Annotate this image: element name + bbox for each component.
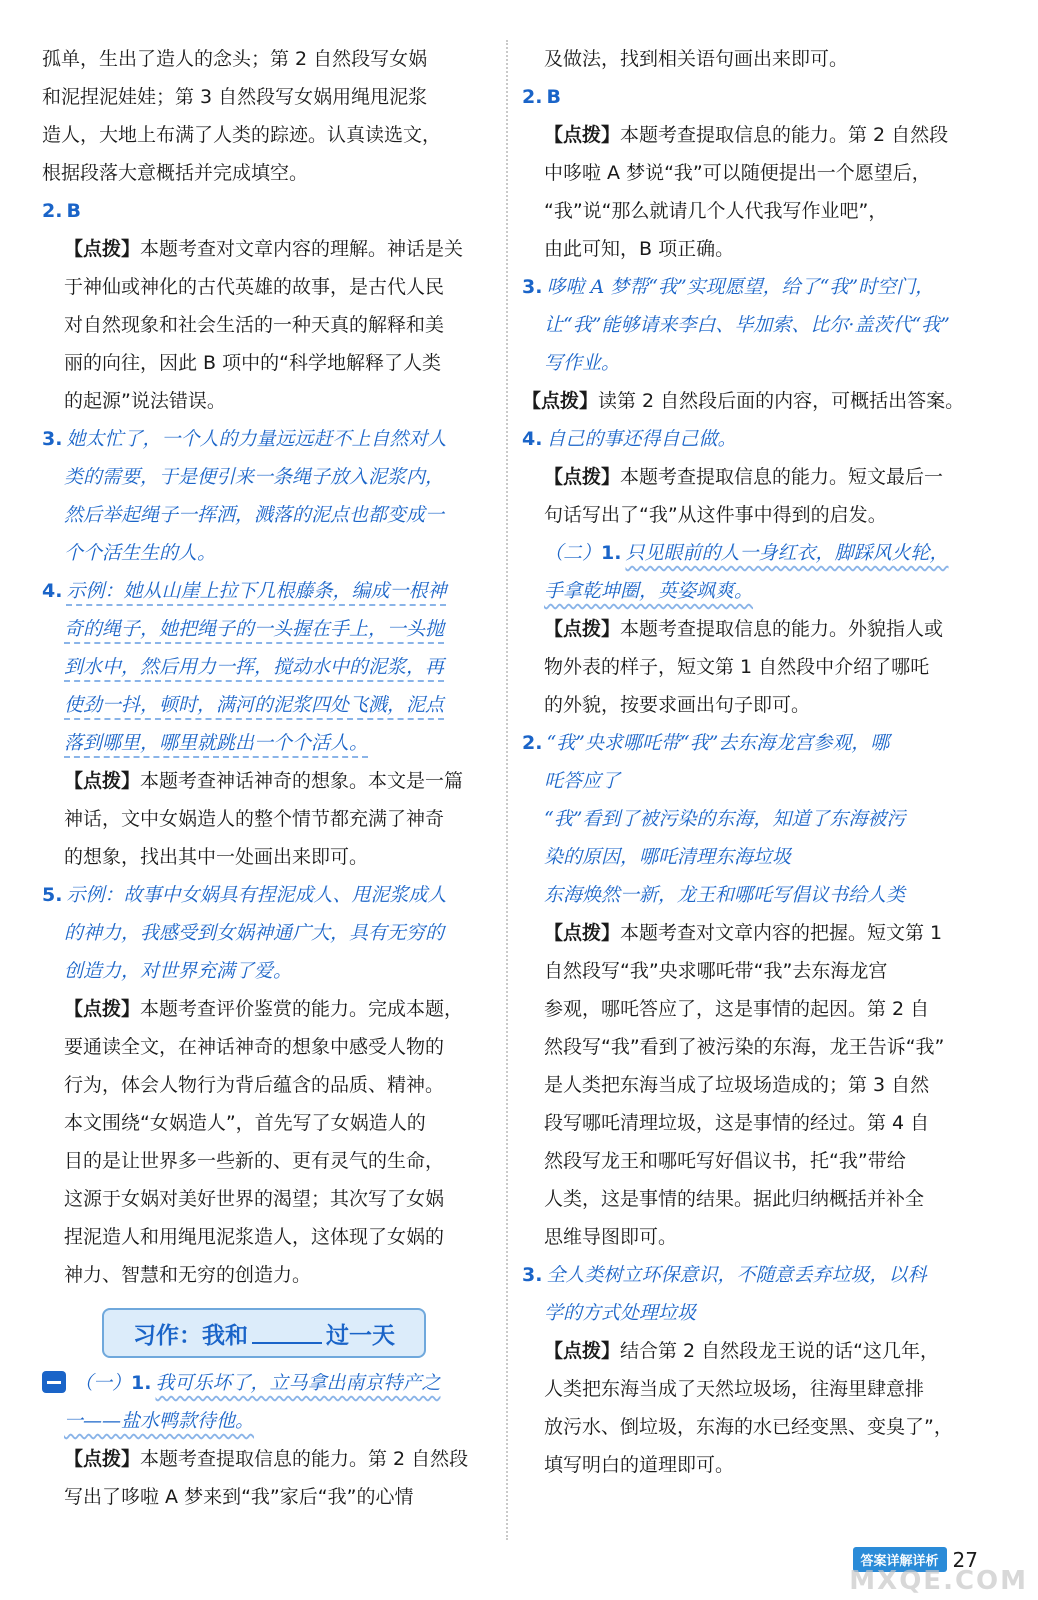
left-column [42, 40, 494, 1516]
answer-line: 手拿乾坤圈，英姿飒爽。 [544, 580, 754, 602]
question-2 [522, 78, 980, 116]
question-number: 5. [42, 884, 63, 906]
hint-line: 【点拨】本题考查对文章内容的把握。短文第 1 [544, 922, 943, 944]
hint-line: 目的是让世界多一些新的、更有灵气的生命， [64, 1150, 445, 1172]
hint-line: 的起源”说法错误。 [64, 390, 226, 412]
watermark: MXQE.COM [849, 1566, 1028, 1596]
hint-tag: 【点拨】 [544, 124, 621, 146]
hint-line: 【点拨】本题考查提取信息的能力。外貌指人或 [544, 618, 944, 640]
hint-line: 丽的向往，因此 B 项中的“科学地解释了人类 [64, 352, 441, 374]
text-line: 造人，大地上布满了人类的踪迹。认真读选文， [42, 124, 442, 146]
hint-line: “我”说“那么就请几个人代我写作业吧”， [544, 200, 888, 222]
section-1-question-1 [42, 1364, 494, 1402]
banner-title-start: 习作：我和 [133, 1322, 248, 1349]
hint-line: 这源于女娲对美好世界的渴望；其次写了女娲 [64, 1188, 445, 1210]
hint-line: 的外貌，按要求画出句子即可。 [544, 694, 811, 716]
page-number: 27 [952, 1547, 978, 1572]
answer-line: 东海焕然一新，龙王和哪吒写倡议书给人类 [544, 884, 906, 906]
hint-tag: 【点拨】 [544, 466, 621, 488]
text-line: 及做法，找到相关语句画出来即可。 [544, 48, 849, 70]
hint-line: 捏泥造人和用绳甩泥浆造人，这体现了女娲的 [64, 1226, 445, 1248]
hint-line: 要通读全文，在神话神奇的想象中感受人物的 [64, 1036, 445, 1058]
hint-line: 【点拨】本题考查评价鉴赏的能力。完成本题， [64, 998, 464, 1020]
question-3b [522, 1256, 980, 1294]
question-2 [42, 192, 494, 230]
hint-tag: 【点拨】 [544, 618, 621, 640]
hint-line: 放污水、倒垃圾，东海的水已经变黑、变臭了”， [544, 1416, 953, 1438]
column-divider [506, 40, 508, 1540]
question-3 [522, 268, 980, 306]
answer-text: “我”央求哪吒带“我”去东海龙宫参观，哪 [546, 732, 890, 754]
section-2-question-1 [522, 534, 980, 572]
answer-line: 让“我”能够请来李白、毕加索、比尔·盖茨代“我” [544, 314, 950, 336]
hint-line: 然段写龙王和哪吒写好倡议书，托“我”带给 [544, 1150, 906, 1172]
hint-line: 【点拨】读第 2 自然段后面的内容，可概括出答案。 [522, 390, 965, 412]
hint-line: 本文围绕“女娲造人”，首先写了女娲造人的 [64, 1112, 426, 1134]
question-3 [42, 420, 494, 458]
hint-line: 物外表的样子，短文第 1 自然段中介绍了哪吒 [544, 656, 930, 678]
answer-line: “我”看到了被污染的东海，知道了东海被污 [544, 808, 906, 830]
answer-line: 学的方式处理垃圾 [544, 1302, 697, 1324]
hint-line: 句话写出了“我”从这件事中得到的启发。 [544, 504, 887, 526]
answer-line: 个个活生生的人。 [64, 542, 217, 564]
question-number: 4. [42, 580, 63, 602]
section-banner [102, 1308, 426, 1358]
hint-tag: 【点拨】 [64, 238, 141, 260]
hint-line: 是人类把东海当成了垃圾场造成的；第 3 自然 [544, 1074, 930, 1096]
hint-line: 【点拨】本题考查提取信息的能力。短文最后一 [544, 466, 944, 488]
hint-line: 填写明白的道理即可。 [544, 1454, 735, 1476]
answer-line: 写作业。 [544, 352, 621, 374]
question-number: 3. [522, 1264, 543, 1286]
answer-line: 到水中，然后用力一挥，搅动水中的泥浆，再 [42, 648, 494, 686]
question-number: 4. [522, 428, 543, 450]
answer-line: 染的原因，哪吒清理东海垃圾 [544, 846, 792, 868]
question-number: 1. [131, 1372, 152, 1394]
hint-line: 行为，体会人物行为背后蕴含的品质、精神。 [64, 1074, 445, 1096]
answer-text: 全人类树立环保意识，不随意丢弃垃圾，以科 [546, 1264, 927, 1286]
question-4 [522, 420, 980, 458]
hint-line: 【点拨】结合第 2 自然段龙王说的话“这几年， [544, 1340, 940, 1362]
section-one-icon [42, 1371, 66, 1393]
hint-tag: 【点拨】 [522, 390, 599, 412]
hint-line: 于神仙或神化的古代英雄的故事，是古代人民 [64, 276, 445, 298]
answer-choice: B [546, 86, 561, 108]
answer-line: 奇的绳子，她把绳子的一头握在手上，一头抛 [42, 610, 494, 648]
answer-text: 示例：她从山崖上拉下几根藤条，编成一根神 [66, 580, 446, 606]
answer-line: 使劲一抖，顿时，满河的泥浆四处飞溅，泥点 [42, 686, 494, 724]
question-number: 2. [522, 732, 543, 754]
answer-text: 自己的事还得自己做。 [546, 428, 737, 450]
text-line: 孤单，生出了造人的念头；第 2 自然段写女娲 [42, 48, 428, 70]
hint-line: 由此可知，B 项正确。 [544, 238, 735, 260]
answer-line: 吒答应了 [544, 770, 621, 792]
hint-line: 的想象，找出其中一处画出来即可。 [64, 846, 369, 868]
answer-line: 创造力，对世界充满了爱。 [64, 960, 293, 982]
answer-line: 一——盐水鸭款待他。 [64, 1410, 255, 1432]
answer-line: 类的需要，于是便引来一条绳子放入泥浆内， [64, 466, 445, 488]
answer-text: 我可乐坏了，立马拿出南京特产之 [155, 1372, 441, 1394]
hint-line: 神力、智慧和无穷的创造力。 [64, 1264, 312, 1286]
answer-line: 落到哪里，哪里就跳出一个个活人。 [42, 724, 494, 762]
question-5 [42, 876, 494, 914]
hint-line: 参观，哪吒答应了，这是事情的起因。第 2 自 [544, 998, 930, 1020]
banner-blank [252, 1322, 322, 1344]
hint-line: 思维导图即可。 [544, 1226, 678, 1248]
hint-line: 自然段写“我”央求哪吒带“我”去东海龙宫 [544, 960, 888, 982]
hint-line: 【点拨】本题考查提取信息的能力。第 2 自然段 [64, 1448, 469, 1470]
hint-line: 中哆啦 A 梦说“我”可以随便提出一个愿望后， [544, 162, 931, 184]
answer-text: 只见眼前的人一身红衣，脚踩风火轮， [625, 542, 949, 564]
hint-tag: 【点拨】 [64, 1448, 141, 1470]
hint-line: 对自然现象和社会生活的一种天真的解释和美 [64, 314, 445, 336]
answer-choice: B [66, 200, 81, 222]
hint-line: 写出了哆啦 A 梦来到“我”家后“我”的心情 [64, 1486, 414, 1508]
question-number: 2. [522, 86, 543, 108]
hint-line: 【点拨】本题考查提取信息的能力。第 2 自然段 [544, 124, 949, 146]
question-number: 1. [601, 542, 622, 564]
question-number: 2. [42, 200, 63, 222]
hint-line: 神话，文中女娲造人的整个情节都充满了神奇 [64, 808, 445, 830]
right-column [522, 40, 980, 1484]
question-number: 3. [522, 276, 543, 298]
hint-tag: 【点拨】 [64, 770, 141, 792]
hint-line: 【点拨】本题考查对文章内容的理解。神话是关 [64, 238, 464, 260]
hint-tag: 【点拨】 [544, 1340, 621, 1362]
answer-line: 然后举起绳子一挥洒，溅落的泥点也都变成一 [64, 504, 445, 526]
question-4 [42, 572, 494, 610]
hint-line: 【点拨】本题考查神话神奇的想象。本文是一篇 [64, 770, 464, 792]
banner-title-end: 过一天 [326, 1322, 395, 1349]
hint-line: 人类把东海当成了天然垃圾场，往海里肆意排 [544, 1378, 925, 1400]
answer-line: 的神力，我感受到女娲神通广大，具有无穷的 [64, 922, 445, 944]
question-number: 3. [42, 428, 63, 450]
hint-line: 段写哪吒清理垃圾，这是事情的经过。第 4 自 [544, 1112, 930, 1134]
text-line: 和泥捏泥娃娃；第 3 自然段写女娲用绳甩泥浆 [42, 86, 428, 108]
answer-text: 示例：故事中女娲具有捏泥成人、甩泥浆成人 [66, 884, 447, 906]
text-line: 根据段落大意概括并完成填空。 [42, 162, 309, 184]
part-label: （一） [74, 1372, 132, 1394]
hint-tag: 【点拨】 [64, 998, 141, 1020]
question-2b [522, 724, 980, 762]
hint-line: 然段写“我”看到了被污染的东海，龙王告诉“我” [544, 1036, 945, 1058]
footer-label: 答案详解详析 [853, 1547, 947, 1572]
part-label: （二） [544, 542, 602, 564]
answer-text: 哆啦 A 梦帮“我”实现愿望，给了“我”时空门， [546, 276, 935, 298]
hint-tag: 【点拨】 [544, 922, 621, 944]
answer-text: 她太忙了，一个人的力量远远赶不上自然对人 [66, 428, 447, 450]
hint-line: 人类，这是事情的结果。据此归纳概括并补全 [544, 1188, 925, 1210]
